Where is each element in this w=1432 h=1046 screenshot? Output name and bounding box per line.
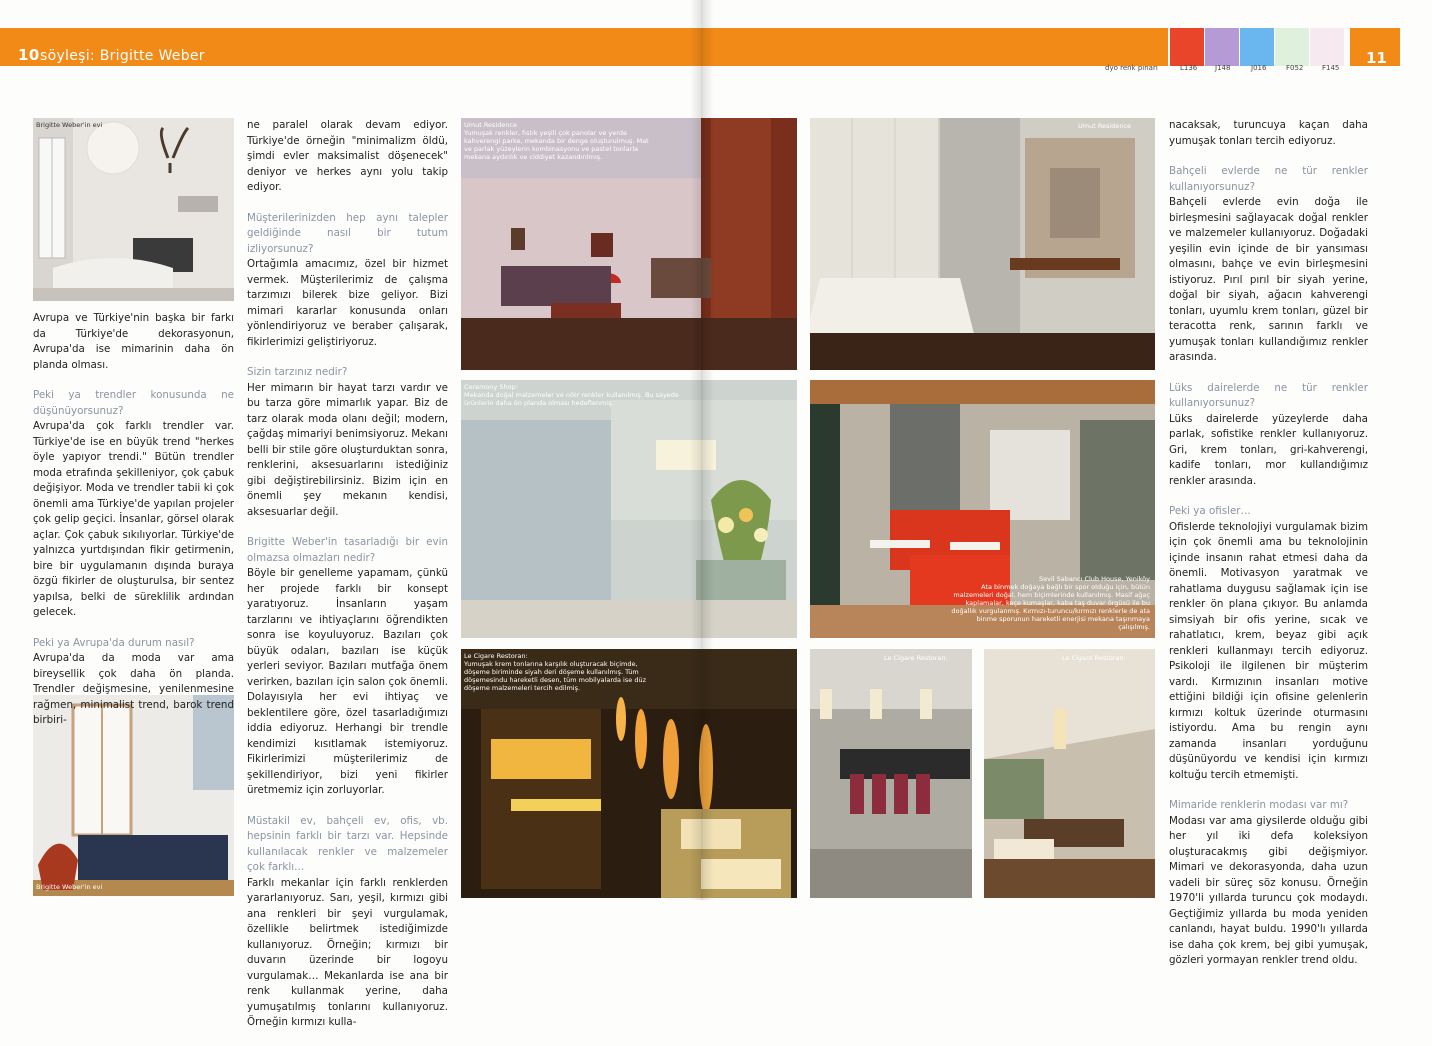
swatch-j016 <box>1240 28 1274 66</box>
photo-caption <box>464 383 704 407</box>
swatch-label: F145 <box>1322 64 1340 72</box>
right-page-number: 11 <box>1366 49 1387 67</box>
photo-caption: Le Cigare Restoran: <box>884 654 948 662</box>
photo-caption-title: Umut Residence <box>464 121 518 129</box>
question: Brigitte Weber'in tasarladığı bir evin olmazsa olmazları nedir? <box>247 536 448 564</box>
swatch-label: F052 <box>1286 64 1304 72</box>
paragraph: Avrupa ve Türkiye'nin başka bir farkı da Türkiye'de dekorasyonun, Avrupa'da ise mimarinin daha ön planda olması. <box>33 312 234 371</box>
photo-umut-bedroom <box>810 118 1155 370</box>
photo-caption-title: Sevil Sabancı Club House, Yeniköy <box>1039 575 1150 583</box>
answer: Modası var ama giysilerde olduğu gibi her yıl iki defa koleksiyon oluşturacakmış gibi değişmiyor. Mimari ve dekorasyonda, daha uzun vadeli bir süreç söz konusu. Örneğin 1970'li yıllarda turuncu çok modaydı. Geçtiğimiz yıllarda bu moda yeniden canlandı, hayat buldu. 1990'lı yıllarda ise daha çok krem, bej gibi yumuşak, gözleri yormayan renkler trend oldu. <box>1169 814 1368 966</box>
text-column-3 <box>1169 118 1368 984</box>
answer: Lüks dairelerde yüzeylerde daha parlak, sofistike renkler kullanıyoruz. Gri, krem tonları, gri-kahverengi, kadife tonları, mor kullandığımız renkler arasında. <box>1169 412 1368 487</box>
answer: Her mimarın bir hayat tarzı vardır ve bu tarza göre mimarlık yapar. Biz de tarz olarak moda olanı değil; modern, çağdaş mimariyi benimsiyoruz. Mekanı belli bir stile göre oluşturduktan sonra, renklerini, aksesuarlarını istediğiniz gibi değiştirebilirsiniz. Bizim için en önemli şey mekanın kendisi, aksesuarlar değil. <box>247 381 448 518</box>
answer: Farklı mekanlar için farklı renklerden yararlanıyoruz. Sarı, yeşil, kırmızı gibi ana renkleri bir şeyi vurgulamak, özellikle belirtmek istediğimizde kullanıyoruz. Örneğin; kırmızı bir duvarın üzerinde bir logoyu vurgulamak… Mekanlarda ise ana bir renk kullanmak yerine, daha yumuşatılmış tonlarını kullanıyoruz. Örneğin kırmızı kulla- <box>247 876 448 1028</box>
question: Lüks dairelerde ne tür renkler kullanıyorsunuz? <box>1169 381 1368 409</box>
left-page-number: 10 <box>18 46 40 64</box>
photo-caption-text: Yumuşak renkler, fıstık yeşili çok panolar ve yerde kahverengi parke, mekanda bir denge oluşturulmuş. Mat ve parlak yüzeylerin kombinasyonu ve pastel tonlarla mekana aydınlık ve ciddiyet kazandırılmış. <box>464 129 649 161</box>
photo-caption <box>950 575 1150 631</box>
question: Müşterilerinizden hep aynı talepler geldiğinde nasıl bir tutum izliyorsunuz? <box>247 211 448 255</box>
photo-weber-home-living <box>33 118 234 301</box>
photo-caption-title: Le Cigare Restoran: <box>464 652 528 660</box>
swatch-label: J016 <box>1251 64 1267 72</box>
photo-umut-living <box>461 118 797 370</box>
text-column-2 <box>247 118 448 1046</box>
photo-caption: Le Cigare Restoran: <box>1062 654 1126 662</box>
question: Sizin tarzınız nedir? <box>247 366 348 378</box>
photo-caption: Umut Residence <box>1078 122 1132 130</box>
swatch-caption: dyo renk pınarı <box>1105 64 1158 72</box>
answer: Avrupa'da çok farklı trendler var. Türkiye'de ise en büyük trend "herkes öyle yapıyor trendi." Bütün trendler moda etrafında şekilleniyor, çok çabuk değişiyor. Moda ve trendler tabii ki çok önemli ama Türkiye'de yapılan projeler çok gelip geçici. İnsanlar, görsel olarak açlar. Çok çabuk sıkılıyorlar. Türkiye'de yalnızca yurtdışından fikir getirmenin, bire bir uygulamanın dışında buraya özgü fikirler de oluşturulsa, bir sentez yapılsa, belki de süreklilik ardından gelecek. <box>33 420 234 618</box>
question: Peki ya Avrupa'da durum nasıl? <box>33 636 195 649</box>
question: Müstakil ev, bahçeli ev, ofis, vb. hepsinin farklı bir tarzı var. Hepsinde kullanılacak renkler ve malzemeler çok farklı… <box>247 814 448 873</box>
right-header-bar <box>701 28 1168 66</box>
question: Peki ya trendler konusunda ne düşünüyorsunuz? <box>33 389 234 417</box>
photo-ceremony-shop <box>461 380 797 638</box>
answer: Avrupa'da da moda var ama bireysellik çok daha ön planda. Trendler değişmesine, yenilenmesine rağmen, minimalist trend, barok trend birbiri- <box>33 652 234 726</box>
question: Bahçeli evlerde ne tür renkler kullanıyorsunuz? <box>1169 165 1368 193</box>
question: Peki ya ofisler… <box>1169 505 1251 517</box>
question: Mimaride renklerin modası var mı? <box>1169 799 1349 811</box>
photo-caption <box>464 652 664 692</box>
photo-caption-title: Ceremony Shop: <box>464 383 518 391</box>
photo-caption-text: Mekanda doğal malzemeler ve nötr renkler kullanılmış. Bu sayede ürünlerin daha ön planda olması hedeflenmiş. <box>464 391 679 407</box>
photo-le-cigare-lounge <box>984 649 1155 898</box>
text-column-1 <box>33 311 234 744</box>
photo-caption: Brigitte Weber'in evi <box>36 883 103 891</box>
answer: Ortağımla amacımız, özel bir hizmet vermek. Müşterilerimiz de çalışma tarzımızı bilerek bize geliyor. Bizi mimari kararlar konusunda onları yönlendiriyoruz ve beraber çalışarak, fikirlerimizi geliştiriyoruz. <box>247 258 448 348</box>
answer: ne paralel olarak devam ediyor. Türkiye'de örneğin "minimalizm öldü, şimdi evler maksimalist döşenecek" deniyor ve herkes aynı yolu takip ediyor. <box>247 119 448 193</box>
swatch-f052 <box>1275 28 1309 66</box>
photo-le-cigare-stools <box>810 649 972 898</box>
swatch-label: J148 <box>1215 64 1231 72</box>
answer: Ofislerde teknolojiyi vurgulamak bizim için çok önemli ama bu teknolojinin içinde insanın rahat etmesi daha da önemli. Motivasyon yaratmak ve rahatlama duygusu sağlamak için ise renkler ön plana çıkıyor. Bu anlamda simsiyah bir ofis yerine, sıcak ve rahatlatıcı, krem, beyaz gibi açık renkleri kullanmayı tercih ediyoruz. Psikoloji ile ilgilenen bir müşterim vardı. Kırmızının insanları motive ettiğini bildiği için ofisine gelenlerin kırmızı koltuk üzerinde oturmasını istiyordu. Ama bu rengin aynı zamanda insanları yorduğunu düşünüyordu ve kendisi için kırmızı koltuğu tercih etmemişti. <box>1169 520 1368 781</box>
swatch-j148 <box>1205 28 1239 66</box>
photo-caption-text: Ata binmek doğaya bağlı bir spor olduğu için, bütün malzemeleri doğal, hem biçimlerinde kullanılmış. Masif ağaç kaplamalar, keçe kumaşlar, kaba taş duvar örgüsü ile bu doğallık vurgulanmış. Kırmızı-turuncu/kırmızı renklerle de ata binme sporunun hareketli enerjisi mekana taşınmaya çalışılmış. <box>951 583 1150 631</box>
photo-caption <box>464 121 654 161</box>
answer: Bahçeli evlerde evin doğa ile birleşmesini sağlayacak doğal renkler ve malzemeler kullanıyoruz. Doğadaki yeşilin evin içinde de bir yansıması olmasını, bahçe ve evin birleşmesini istiyoruz. Pırıl pırıl bir siyah yerine, doğal bir siyah, ağacın kahverengi tonları, uyumlu krem tonları, güzel bir teracotta renk, sarının farklı ve yumuşak tonları kullandığımız renkler arasında. <box>1169 196 1368 363</box>
photo-caption-text: Yumuşak krem tonlarına karşılık oluşturacak biçimde, döşeme biriminde siyah deri döşeme kullanılmış. Tüm döşemesindu hareketli desen, tüm mobilyalarda ise düz döşeme malzemeleri tercih edilmiş. <box>464 660 646 692</box>
section-title: söyleşi: Brigitte Weber <box>40 48 205 64</box>
swatch-f145 <box>1310 28 1344 66</box>
photo-le-cigare-bar <box>461 649 797 898</box>
photo-club-house <box>810 380 1155 638</box>
answer: Böyle bir genelleme yapamam, çünkü her projede farklı bir konsept yaratıyoruz. İnsanların yaşam tarzlarını ve ihtiyaçlarını öğrendikten sonra ise koyuluyoruz. Bazıları çok büyük odaları, bazıları ise küçük yerleri seviyor. Bazıları mutfağa önem verirken, bazıları için salon çok önemli. Dolayısıyla her evi ihtiyaç ve beklentilere göre, özel tasarladığımızı iddia ediyoruz. Herhangi bir trendle kendimizi kısıtlamak istemiyoruz. Fikirlerimizi müşterilerimiz de şekillendiriyor, bizi yeni fikirler üretmemiz için zorluyorlar. <box>247 567 448 796</box>
swatch-l136 <box>1170 28 1204 66</box>
swatch-label: L136 <box>1180 64 1198 72</box>
photo-caption: Brigitte Weber'in evi <box>36 121 103 129</box>
answer: nacaksak, turuncuya kaçan daha yumuşak tonları tercih ediyoruz. <box>1169 119 1368 147</box>
